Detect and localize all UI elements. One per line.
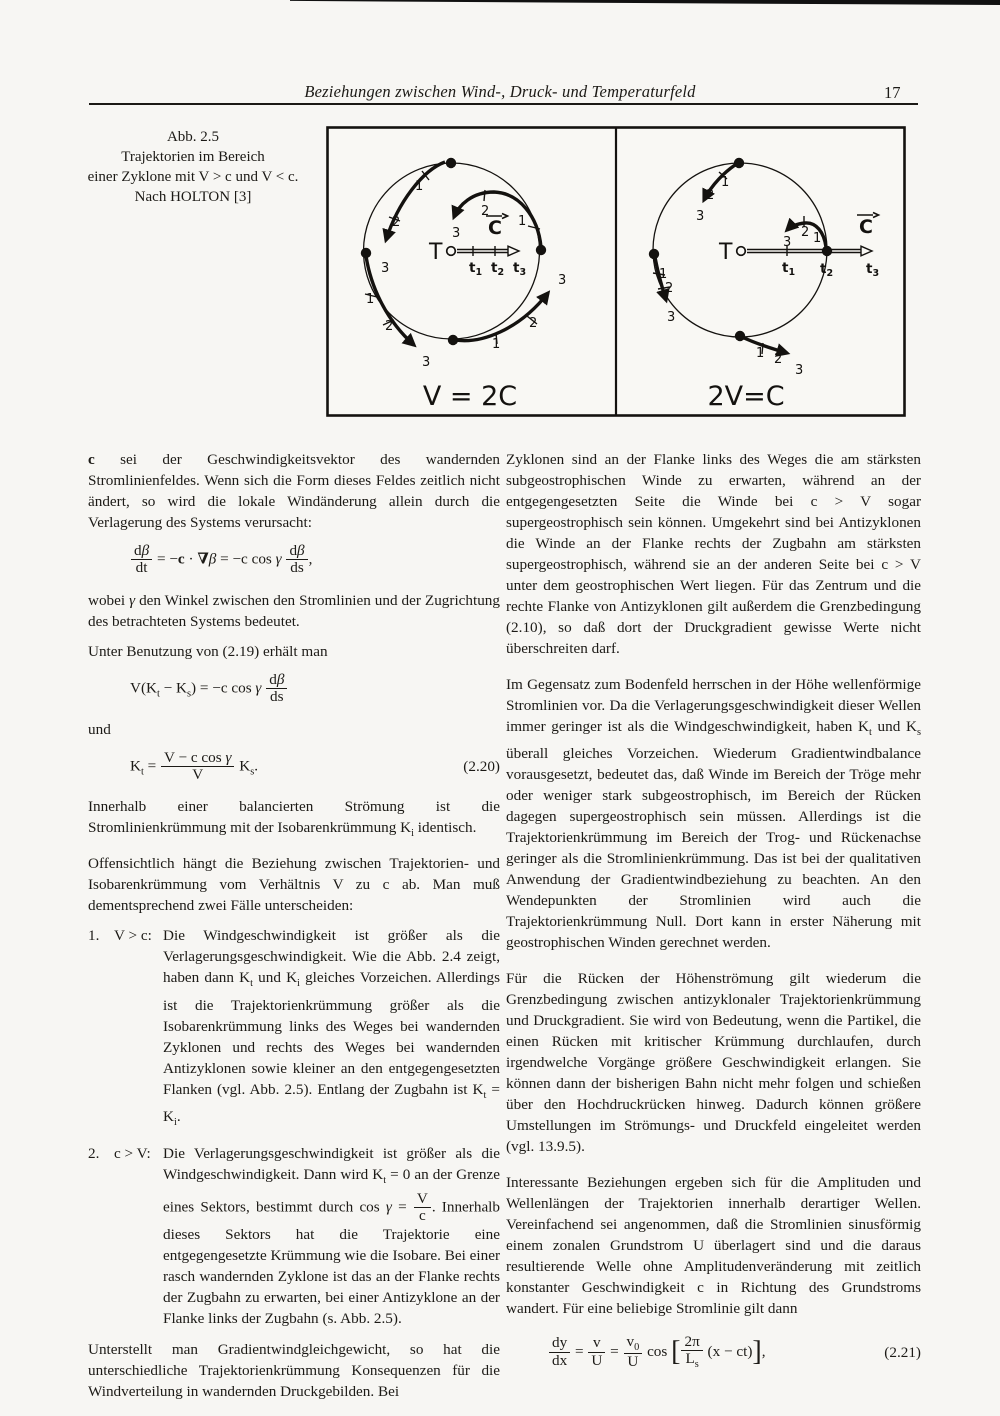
- trajectory-number: 1: [366, 292, 375, 307]
- caption-line: Trajektorien im Bereich: [121, 149, 265, 165]
- running-head-title: Beziehungen zwischen Wind-, Druck- und Temperaturfeld: [304, 82, 696, 101]
- fraction: $\frac{\text{V − c cos γ}}{V}$: [160, 750, 235, 784]
- fraction: $\frac{d\beta}{ds}$: [285, 543, 308, 577]
- trajectory-number: 3: [558, 273, 567, 288]
- trajectory-number: 3: [381, 261, 390, 276]
- paragraph: Zyklonen sind an der Flanke links des Weges die am stärksten subgeostrophischen Winde zu erwarten, während an der entgegengesetzten Seite die Winde bei c > V sogar supergeostrophisch sein können. Umgekehrt sind bei Antizyklonen die Winde an der Flanke rechts der Zugbahn am stärksten supergeostrophisch, während sie an der anderen Seite bei c > V unter dem geostrophischen Wert liegen. Für das Zentrum und die rechte Flanke von Antizyklonen gilt außerdem die Grenzbedingung (2.10), so daß dort der Druckgradient gewisse Werte nicht überschreiten darf.: [506, 451, 921, 657]
- list-item-text: Die Windgeschwindigkeit ist größer als die Verlagerungsgeschwindigkeit. Wie die Abb. 2.4 zeigt, haben dann $K_t$ und $K_i$ gleiches Vorzeichen. Allerdings ist die Trajektorienkrümmung größer als die Isobarenkrümmung links des Weges bei wandernden Zyklonen und rechts des Weges bei wandernden Antizyklonen sowie kleiner an den entgegengesetzten Flanken (vgl. Abb. 2.5). Entlang der Zugbahn ist $K_t = K_i$.: [163, 927, 501, 1128]
- equation-body: $K_t$ = $\frac{\text{V − c cos γ}}{V}$ $K_s$.: [130, 748, 259, 784]
- trajectory-number: 3: [696, 209, 705, 224]
- paragraph: und: [88, 720, 111, 738]
- time-label: $t_1$: [469, 260, 483, 278]
- caption-line: einer Zyklone mit V > c und V < c.: [87, 169, 299, 185]
- trajectory-number: 2: [774, 352, 783, 367]
- paragraph: Offensichtlich hängt die Beziehung zwischen Trajektorien- und Isobarenkrümmung vom Verhältnis V zu c ab. Man muß dementsprechend zwei Fälle unterscheiden:: [88, 855, 500, 915]
- equation-number: (2.20): [463, 758, 500, 776]
- caption-line: Nach HOLTON [3]: [134, 189, 252, 205]
- trajectory-number: 1: [659, 267, 668, 282]
- trajectory-number: 3: [422, 355, 431, 370]
- trajectory-number: 3: [667, 310, 676, 325]
- center-open-dot: [737, 247, 746, 256]
- trajectory-number: 2: [706, 188, 715, 203]
- trajectory-number: 2: [392, 215, 401, 230]
- list-condition: c > V:: [114, 1144, 151, 1162]
- equation-body: $V(K_t - K_s) = -c$ cos γ $\frac{d\beta}{ds}$: [130, 672, 288, 706]
- paragraph: Unter Benutzung von (2.19) erhält man: [88, 642, 328, 660]
- equation-number: (2.21): [884, 1343, 921, 1361]
- fraction: $\frac{v}{U}$: [587, 1335, 606, 1369]
- time-label: $t_1$: [782, 260, 796, 278]
- paragraph: Im Gegensatz zum Bodenfeld herrschen in der Höhe wellenförmige Stromlinien vor. Da die Verlagerungsgeschwindigkeit dieser Wellen immer geringer ist als die Windgeschwindigkeit, haben $K_t$ und $K_s$ überall gleiches Vorzeichen. Wiederum Gradientwindbalance vorausgesetzt, bedeutet das, daß Winde im Bereich der Tröge mehr oder weniger stark subgeostrophisch, im Bereich der Rücken dagegen supergeostrophisch sein müssen. Allerdings ist die Trajektorienkrümmung im Bereich der Trog- und Rückenachse geringer als die Stromlinienkrümmung. Das ist bei der qualitativen Anwendung der Gradientwindbeziehung zu beachten. An den Wendepunkten der Stromlinien wird auch die Trajektorienkrümmung Null. Dort kann in erster Näherung mit geostrophischen Winden gerechnet werden.: [506, 676, 921, 952]
- scan-edge-artifact: [290, 0, 1000, 5]
- paragraph: wobei γ den Winkel zwischen den Stromlinien und der Zugrichtung des betrachteten Systems bedeutet.: [88, 591, 500, 630]
- equation-display: [88, 672, 500, 706]
- trajectory-number: 3: [452, 226, 461, 241]
- list-item: [88, 925, 500, 1132]
- paragraph: c sei der Geschwindigkeitsvektor des wandernden Stromlinienfeldes. Wenn sich die Form dieses Feldes zeitlich nicht ändert, so wird die lokale Windänderung allein durch die Verlagerung des Systems verursacht:: [88, 451, 500, 531]
- figure-caption: [56, 127, 330, 207]
- paragraph: Interessante Beziehungen ergeben sich für die Amplituden und Wellenlängen der Trajektorien innerhalb derartiger Wellen. Vereinfachend sei angenommen, daß die Stromlinien sinusförmig einem zonalen Grundstrom U überlagert sind und die daraus resultierende Welle ohne Amplitudenveränderung mit zeitlich konstanter Geschwindigkeit c in Richtung des Grundstroms wandert. Für eine beliebige Stromlinie gilt dann: [506, 1174, 921, 1318]
- equation-display: [88, 750, 500, 784]
- panel-equation-label: V = 2C: [422, 381, 518, 412]
- trajectory-number: 2: [529, 316, 538, 331]
- time-label: $t_3$: [866, 261, 880, 279]
- trajectory-number: 2: [481, 204, 490, 219]
- trajectory-number: 3: [795, 363, 804, 378]
- c-vector-label: C: [859, 216, 873, 238]
- figure-abb-2-5: [326, 126, 906, 417]
- equation-body: $\frac{d\beta}{dt}$ = −c · ∇β = −c cos γ $\frac{d\beta}{ds}$ ,: [130, 543, 312, 577]
- time-label: $t_2$: [491, 260, 505, 278]
- trajectory-number: 1: [518, 214, 527, 229]
- caption-line: Abb. 2.5: [166, 129, 220, 145]
- list-item: [88, 1143, 500, 1330]
- equation-display: [506, 1334, 921, 1371]
- trajectory-number: 1: [415, 179, 424, 194]
- header-rule: [89, 103, 918, 105]
- fraction: $\frac{d\beta}{ds}$: [265, 672, 288, 706]
- center-t-label: T: [719, 240, 733, 265]
- c-vector-label: C: [488, 217, 502, 239]
- fraction: $\frac{2\pi}{L_s}$: [680, 1334, 703, 1371]
- center-open-dot: [447, 247, 456, 256]
- left-text-column: [88, 449, 500, 1411]
- panel-equation-label: 2V=C: [707, 381, 785, 412]
- trajectory-number: 1: [721, 175, 730, 190]
- time-label: $t_3$: [513, 260, 527, 278]
- equation-body: $\frac{dy}{dx}$ = $\frac{v}{U}$ = $\frac{v_0}{U}$ cos [ $\frac{2\pi}{L_s}$ (x − ct)],: [548, 1334, 766, 1371]
- equation-display: [88, 543, 500, 577]
- trajectory-number: 2: [665, 281, 674, 296]
- paragraph: Innerhalb einer balancierten Strömung ist die Stromlinienkrümmung mit der Isobarenkrümmung $K_i$ identisch.: [88, 798, 500, 840]
- trajectory-number: 2: [801, 225, 810, 240]
- center-t-label: T: [429, 240, 443, 265]
- trajectory-figure: [326, 126, 906, 417]
- list-item-text: Die Verlagerungsgeschwindigkeit ist größer als die Windgeschwindigkeit. Dann wird $K_t = 0$ an der Grenze eines Sektors, bestimmt durch cos γ = $\frac{V}{c}$ . Innerhalb dieses Sektors hat die Trajektorie eine entgegengesetzte Krümmung wie die Isobare. Bei einer rasch wandernden Zyklone ist das an der Flanke rechts der Zugbahn zu erwarten, bei einer Antizyklone an der Flanke links der Zugbahn (s. Abb. 2.5).: [163, 1144, 500, 1328]
- trajectory-number: 1: [492, 337, 501, 352]
- trajectory-number: 3: [783, 235, 792, 250]
- trajectory-number: 2: [385, 319, 394, 334]
- fraction: $\frac{d\beta}{dt}$: [130, 543, 153, 577]
- list-marker: 2.: [88, 1144, 100, 1162]
- list-condition: V > c:: [114, 927, 152, 945]
- trajectory-number: 1: [813, 231, 822, 246]
- trajectory-number: 1: [756, 346, 765, 361]
- right-text-column: [506, 449, 921, 1384]
- paragraph: Für die Rücken der Höhenströmung gilt wiederum die Grenzbedingung zwischen antizyklonaler Trajektorienkrümmung und Druckgradient. Sie wird von Bedeutung, wenn die Partikel, die einen Rücken mit kritischer Krümmung durchlaufen, durch irgendwelche Vorgänge größere Geschwindigkeit erlangen. Sie können dann der bisherigen Bahn nicht mehr folgen und schießen über den Hochdruckrücken hinweg. Dadurch können größere Umstellungen im Strömungs- und Druckfeld eingeleitet werden (vgl. 13.9.5).: [506, 970, 921, 1156]
- list-marker: 1.: [88, 927, 100, 945]
- time-label: $t_2$: [820, 261, 834, 279]
- fraction: $\frac{V}{c}$: [413, 1191, 432, 1225]
- fraction: $\frac{v_0}{U}$: [623, 1334, 644, 1371]
- paragraph: Unterstellt man Gradientwindgleichgewicht, so hat die unterschiedliche Trajektorienkrümmung Konsequenzen für die Windverteilung in wandernden Druckgebilden. Bei: [88, 1341, 500, 1401]
- page-number: 17: [884, 83, 901, 102]
- fraction: $\frac{dy}{dx}$: [548, 1335, 571, 1369]
